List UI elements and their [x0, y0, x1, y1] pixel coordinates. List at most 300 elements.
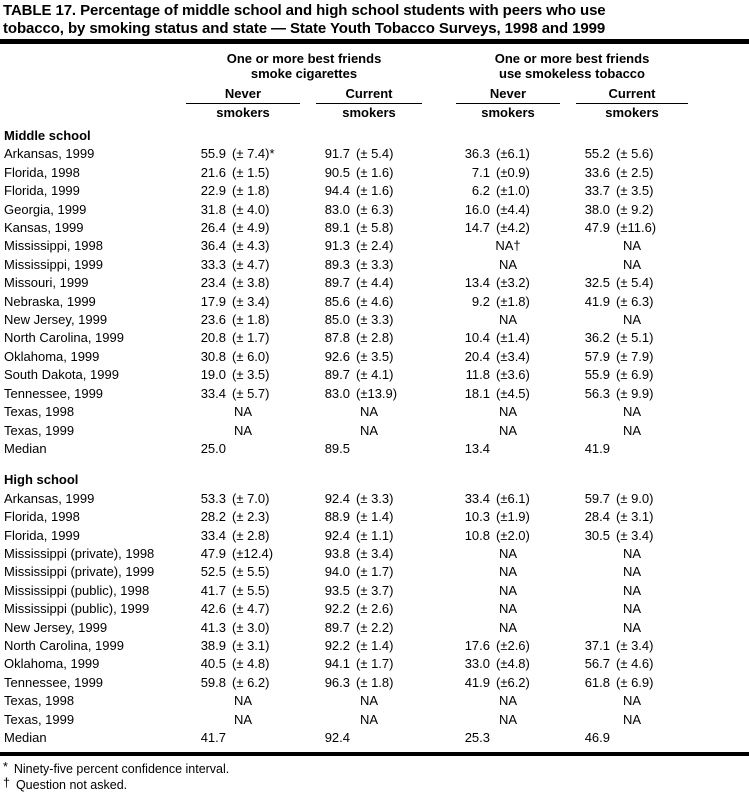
value-cell: 36.3: [464, 146, 490, 162]
na-cell: NA: [498, 404, 518, 420]
footnote-ci: [3, 762, 749, 778]
table-row: [0, 237, 749, 255]
row-label: Nebraska, 1999: [4, 293, 96, 309]
ci-cell: (± 7.0): [232, 490, 270, 506]
ci-cell: (± 4.6): [616, 656, 654, 672]
na-cell: NA: [622, 564, 642, 580]
ci-cell: (± 2.8): [232, 527, 270, 543]
value-cell: 94.1: [324, 656, 350, 672]
value-cell: 28.4: [584, 509, 610, 525]
footnote-text: Ninety-five percent confidence interval.: [13, 762, 230, 777]
table-row: [0, 637, 749, 655]
ci-cell: (± 3.4): [232, 293, 270, 309]
na-cell: NA: [498, 545, 518, 561]
ci-cell: (± 1.8): [232, 312, 270, 328]
row-label: South Dakota, 1999: [4, 367, 119, 383]
col-head-smokers-4: smokers: [605, 105, 659, 120]
ci-cell: (± 5.5): [232, 564, 270, 580]
ci-cell: (± 4.7): [232, 601, 270, 617]
table-row: [0, 545, 749, 563]
footnote-dagger: [3, 775, 749, 794]
ci-cell: (± 4.0): [232, 201, 270, 217]
col-head-current-2: Current: [576, 88, 688, 104]
row-label: Arkansas, 1999: [4, 490, 95, 506]
value-cell: 20.4: [464, 348, 490, 364]
value-cell: 57.9: [584, 348, 610, 364]
ci-cell: (± 4.7): [232, 256, 270, 272]
ci-cell: (± 5.8): [356, 220, 394, 236]
table-row: [0, 582, 749, 600]
column-heads-bottom-row: [0, 104, 749, 119]
ci-cell: (± 5.5): [232, 582, 270, 598]
value-cell: 88.9: [324, 509, 350, 525]
na-cell: NA: [498, 312, 518, 328]
table-header: [0, 52, 749, 119]
ci-cell: (± 7.9): [616, 348, 654, 364]
table-row: [0, 711, 749, 729]
value-cell: 37.1: [584, 637, 610, 653]
table-row: [0, 293, 749, 311]
row-label: Mississippi (private), 1998: [4, 545, 155, 561]
table-row: [0, 182, 749, 200]
ci-cell: (± 5.4): [616, 275, 654, 291]
value-cell: 41.9: [584, 293, 610, 309]
value-cell: 20.8: [200, 330, 226, 346]
value-cell: 25.0: [200, 440, 226, 456]
value-cell: 89.1: [324, 220, 350, 236]
value-cell: 31.8: [200, 201, 226, 217]
value-cell: 92.4: [324, 490, 350, 506]
row-label: Mississippi, 1998: [4, 238, 103, 254]
value-cell: 91.7: [324, 146, 350, 162]
table-row: [0, 274, 749, 292]
ci-cell: (± 3.4): [616, 527, 654, 543]
row-label: Arkansas, 1999: [4, 146, 95, 162]
col-head-smokers-3: smokers: [481, 105, 535, 120]
table-row: [0, 329, 749, 347]
table-row: [0, 385, 749, 403]
ci-cell: (± 6.0): [232, 348, 270, 364]
table-row: [0, 600, 749, 618]
na-cell: NA: [498, 582, 518, 598]
row-label: Florida, 1998: [4, 164, 80, 180]
value-cell: 30.8: [200, 348, 226, 364]
value-cell: 17.6: [464, 637, 490, 653]
value-cell: 26.4: [200, 220, 226, 236]
row-label: Florida, 1998: [4, 509, 80, 525]
na-cell: NA: [622, 404, 642, 420]
table-row: [0, 527, 749, 545]
ci-cell: (± 1.1): [356, 527, 394, 543]
ci-cell: (± 5.7): [232, 385, 270, 401]
column-heads-top-row: [0, 88, 749, 104]
row-label: Texas, 1998: [4, 404, 75, 420]
table-row: [0, 422, 749, 440]
ci-cell: (±1.0): [496, 183, 530, 199]
row-label: Mississippi (public), 1999: [4, 601, 150, 617]
ci-cell: [226, 729, 300, 747]
ci-cell: (± 4.3): [232, 238, 270, 254]
row-label: Mississippi (private), 1999: [4, 564, 155, 580]
value-cell: 47.9: [584, 220, 610, 236]
value-cell: 85.6: [324, 293, 350, 309]
na-cell: NA: [498, 693, 518, 709]
value-cell: 93.5: [324, 582, 350, 598]
table-row: [0, 563, 749, 581]
table-row: [0, 201, 749, 219]
ci-cell: [350, 440, 422, 458]
value-cell: 47.9: [200, 545, 226, 561]
ci-cell: (±3.2): [496, 275, 530, 291]
value-cell: 36.2: [584, 330, 610, 346]
na-cell: NA†: [495, 238, 521, 254]
row-label: Florida, 1999: [4, 527, 80, 543]
ci-cell: (± 6.9): [616, 367, 654, 383]
value-cell: 91.3: [324, 238, 350, 254]
value-cell: 19.0: [200, 367, 226, 383]
row-label: Kansas, 1999: [4, 220, 84, 236]
column-group-smoke-cigarettes: [186, 52, 422, 81]
ci-cell: (± 1.4): [356, 509, 394, 525]
ci-cell: (± 6.9): [616, 674, 654, 690]
ci-cell: (± 1.6): [356, 164, 394, 180]
ci-cell: (±0.9): [496, 164, 530, 180]
na-cell: NA: [359, 711, 379, 727]
ci-cell: (±4.5): [496, 385, 530, 401]
na-cell: NA: [622, 693, 642, 709]
value-cell: 10.3: [464, 509, 490, 525]
value-cell: 16.0: [464, 201, 490, 217]
table-row: [0, 366, 749, 384]
ci-cell: (±11.6): [616, 220, 657, 236]
value-cell: 36.4: [200, 238, 226, 254]
ci-cell: (± 6.3): [356, 201, 394, 217]
row-label: Georgia, 1999: [4, 201, 87, 217]
ci-cell: (± 9.2): [616, 201, 654, 217]
ci-cell: (±6.2): [496, 674, 530, 690]
ci-cell: [226, 440, 300, 458]
value-cell: 53.3: [200, 490, 226, 506]
row-label: Tennessee, 1999: [4, 674, 104, 690]
group2-title-line2: use smokeless tobacco: [499, 65, 645, 81]
value-cell: 41.3: [200, 619, 226, 635]
value-cell: 59.7: [584, 490, 610, 506]
na-cell: NA: [498, 711, 518, 727]
ci-cell: (±3.6): [496, 367, 530, 383]
na-cell: NA: [359, 693, 379, 709]
table-row: [0, 729, 749, 747]
table-row: [0, 311, 749, 329]
value-cell: 28.2: [200, 509, 226, 525]
value-cell: 94.0: [324, 564, 350, 580]
value-cell: 33.3: [200, 256, 226, 272]
na-cell: NA: [622, 238, 642, 254]
na-cell: NA: [622, 601, 642, 617]
value-cell: 23.6: [200, 312, 226, 328]
table-row: [0, 508, 749, 526]
row-label: Median: [4, 440, 47, 456]
row-label: Florida, 1999: [4, 183, 80, 199]
ci-cell: (± 9.0): [616, 490, 654, 506]
value-cell: 46.9: [584, 730, 610, 745]
value-cell: 10.8: [464, 527, 490, 543]
table-title-line2: tobacco, by smoking status and state — State Youth Tobacco Surveys, 1998 and 1999: [3, 19, 606, 37]
value-cell: 59.8: [200, 674, 226, 690]
ci-cell: (± 7.4)*: [232, 146, 275, 162]
ci-cell: (± 3.1): [616, 509, 654, 525]
value-cell: 55.9: [200, 146, 226, 162]
value-cell: 41.9: [464, 674, 490, 690]
table-row: [0, 692, 749, 710]
ci-cell: [610, 440, 688, 458]
ci-cell: (± 1.8): [356, 674, 394, 690]
row-label: Tennessee, 1999: [4, 385, 104, 401]
row-label: Texas, 1998: [4, 693, 75, 709]
value-cell: 89.7: [324, 367, 350, 383]
ci-cell: (± 4.6): [356, 293, 394, 309]
na-cell: NA: [622, 619, 642, 635]
ci-cell: (±12.4): [232, 545, 274, 561]
value-cell: 55.9: [584, 367, 610, 383]
ci-cell: (± 2.5): [616, 164, 654, 180]
na-cell: NA: [498, 256, 518, 272]
ci-cell: (± 4.9): [232, 220, 270, 236]
value-cell: 11.8: [465, 367, 490, 383]
value-cell: 55.2: [584, 146, 610, 162]
row-label: Oklahoma, 1999: [4, 348, 100, 364]
value-cell: 33.4: [464, 490, 490, 506]
row-label: Texas, 1999: [4, 422, 75, 438]
ci-cell: (± 1.7): [356, 656, 394, 672]
ci-cell: (± 5.4): [356, 146, 394, 162]
ci-cell: (± 3.1): [232, 637, 270, 653]
ci-cell: (± 1.7): [232, 330, 270, 346]
ci-cell: (± 3.7): [356, 582, 394, 598]
table-title: [0, 0, 749, 39]
value-cell: 90.5: [324, 164, 350, 180]
value-cell: 9.2: [471, 293, 490, 309]
col-head-current-1: Current: [316, 88, 422, 104]
value-cell: 33.6: [584, 164, 610, 180]
group1-title-line2: smoke cigarettes: [250, 65, 358, 81]
value-cell: 89.7: [324, 619, 350, 635]
ci-cell: (± 9.9): [616, 385, 654, 401]
value-cell: 93.8: [324, 545, 350, 561]
value-cell: 30.5: [584, 527, 610, 543]
value-cell: 56.7: [584, 656, 610, 672]
value-cell: 18.1: [464, 385, 490, 401]
value-cell: 61.8: [584, 674, 610, 690]
ci-cell: (± 3.5): [356, 348, 394, 364]
section-name: Middle school: [4, 128, 91, 143]
column-group-titles-row: [0, 52, 749, 81]
value-cell: 87.8: [324, 330, 350, 346]
ci-cell: (±4.2): [496, 220, 530, 236]
col-head-smokers-1: smokers: [216, 105, 270, 120]
value-cell: 96.3: [324, 674, 350, 690]
ci-cell: (±13.9): [356, 385, 398, 401]
value-cell: 33.4: [200, 385, 226, 401]
ci-cell: (± 4.4): [356, 275, 394, 291]
section-header-row: [0, 127, 749, 145]
row-label: Mississippi (public), 1998: [4, 582, 150, 598]
value-cell: 22.9: [200, 183, 226, 199]
na-cell: NA: [498, 422, 518, 438]
footnote-marker-asterisk: *: [3, 760, 8, 775]
value-cell: 94.4: [324, 183, 350, 199]
ci-cell: (± 3.5): [616, 183, 654, 199]
ci-cell: [610, 729, 688, 747]
na-cell: NA: [359, 404, 379, 420]
col-head-never-2: Never: [456, 88, 560, 104]
ci-cell: (± 4.1): [356, 367, 394, 383]
value-cell: 41.7: [200, 730, 226, 745]
ci-cell: (± 3.8): [232, 275, 270, 291]
section-header-row: [0, 471, 749, 489]
ci-cell: (± 5.1): [616, 330, 654, 346]
ci-cell: (± 2.6): [356, 601, 394, 617]
ci-cell: (±4.8): [496, 656, 530, 672]
na-cell: NA: [622, 312, 642, 328]
value-cell: 14.7: [464, 220, 490, 236]
ci-cell: (± 3.3): [356, 490, 394, 506]
ci-cell: (±6.1): [496, 146, 530, 162]
na-cell: NA: [233, 711, 253, 727]
value-cell: 10.4: [464, 330, 490, 346]
value-cell: 89.7: [324, 275, 350, 291]
table-row: [0, 403, 749, 421]
na-cell: NA: [622, 582, 642, 598]
na-cell: NA: [622, 545, 642, 561]
ci-cell: (± 5.6): [616, 146, 654, 162]
ci-cell: (±1.8): [496, 293, 530, 309]
ci-cell: (±2.0): [496, 527, 530, 543]
ci-cell: (± 4.8): [232, 656, 270, 672]
ci-cell: (±6.1): [496, 490, 530, 506]
ci-cell: (±2.6): [496, 637, 530, 653]
value-cell: 32.5: [584, 275, 610, 291]
na-cell: NA: [233, 693, 253, 709]
ci-cell: (± 2.3): [232, 509, 270, 525]
ci-cell: (± 3.3): [356, 256, 394, 272]
table-row: [0, 655, 749, 673]
ci-cell: (±4.4): [496, 201, 530, 217]
ci-cell: (± 1.5): [232, 164, 270, 180]
table-row: [0, 219, 749, 237]
na-cell: NA: [233, 422, 253, 438]
value-cell: 33.0: [464, 656, 490, 672]
ci-cell: (± 2.2): [356, 619, 394, 635]
value-cell: 13.4: [464, 440, 490, 456]
ci-cell: (± 6.3): [616, 293, 654, 309]
ci-cell: (± 3.4): [616, 637, 654, 653]
value-cell: 25.3: [464, 730, 490, 745]
value-cell: 92.4: [324, 730, 350, 745]
row-label: Oklahoma, 1999: [4, 656, 100, 672]
table-row: [0, 348, 749, 366]
column-group-smokeless-tobacco: [456, 52, 688, 81]
col-head-smokers-2: smokers: [342, 105, 396, 120]
value-cell: 92.4: [324, 527, 350, 543]
ci-cell: (± 3.4): [356, 545, 394, 561]
value-cell: 42.6: [200, 601, 226, 617]
value-cell: 17.9: [200, 293, 226, 309]
row-label: Missouri, 1999: [4, 275, 89, 291]
value-cell: 13.4: [464, 275, 490, 291]
value-cell: 83.0: [324, 201, 350, 217]
value-cell: 89.3: [324, 256, 350, 272]
group2-title-line1: One or more best friends: [494, 51, 650, 66]
ci-cell: (± 1.7): [356, 564, 394, 580]
value-cell: 85.0: [324, 312, 350, 328]
row-label: Median: [4, 730, 47, 745]
value-cell: 41.9: [584, 440, 610, 456]
value-cell: 89.5: [324, 440, 350, 456]
value-cell: 38.9: [200, 637, 226, 653]
value-cell: 38.0: [584, 201, 610, 217]
ci-cell: [490, 729, 560, 747]
table-row: [0, 145, 749, 163]
footnote-marker-dagger: †: [3, 775, 10, 790]
value-cell: 6.2: [471, 183, 490, 199]
col-head-never-1: Never: [186, 88, 300, 104]
na-cell: NA: [498, 564, 518, 580]
value-cell: 21.6: [200, 164, 226, 180]
footnote-text: Question not asked.: [15, 777, 128, 792]
value-cell: 23.4: [200, 275, 226, 291]
table-row: [0, 619, 749, 637]
value-cell: 92.2: [324, 601, 350, 617]
value-cell: 33.7: [584, 183, 610, 199]
na-cell: NA: [359, 422, 379, 438]
ci-cell: [350, 729, 422, 747]
value-cell: 41.7: [200, 582, 226, 598]
row-label: New Jersey, 1999: [4, 312, 108, 328]
row-label: Texas, 1999: [4, 711, 75, 727]
na-cell: NA: [233, 404, 253, 420]
ci-cell: (± 1.6): [356, 183, 394, 199]
na-cell: NA: [622, 711, 642, 727]
table-title-line1: TABLE 17. Percentage of middle school and high school students with peers who use: [3, 2, 606, 19]
footnotes: [0, 756, 749, 793]
value-cell: 92.6: [324, 348, 350, 364]
row-label: Mississippi, 1999: [4, 256, 103, 272]
value-cell: 56.3: [584, 385, 610, 401]
ci-cell: (± 3.0): [232, 619, 270, 635]
value-cell: 83.0: [324, 385, 350, 401]
ci-cell: (±3.4): [496, 348, 530, 364]
na-cell: NA: [498, 601, 518, 617]
table-row: [0, 440, 749, 458]
value-cell: 40.5: [200, 656, 226, 672]
row-label: New Jersey, 1999: [4, 619, 108, 635]
na-cell: NA: [622, 256, 642, 272]
ci-cell: (± 2.4): [356, 238, 394, 254]
ci-cell: (± 1.8): [232, 183, 270, 199]
ci-cell: (± 1.4): [356, 637, 394, 653]
table-row: [0, 256, 749, 274]
ci-cell: [490, 440, 560, 458]
value-cell: 33.4: [200, 527, 226, 543]
title-divider-rule: [0, 39, 749, 44]
group1-title-line1: One or more best friends: [226, 51, 382, 66]
na-cell: NA: [498, 619, 518, 635]
ci-cell: (± 6.2): [232, 674, 270, 690]
row-label: North Carolina, 1999: [4, 637, 124, 653]
ci-cell: (±1.9): [496, 509, 530, 525]
table-row: [0, 674, 749, 692]
value-cell: 52.5: [200, 564, 226, 580]
